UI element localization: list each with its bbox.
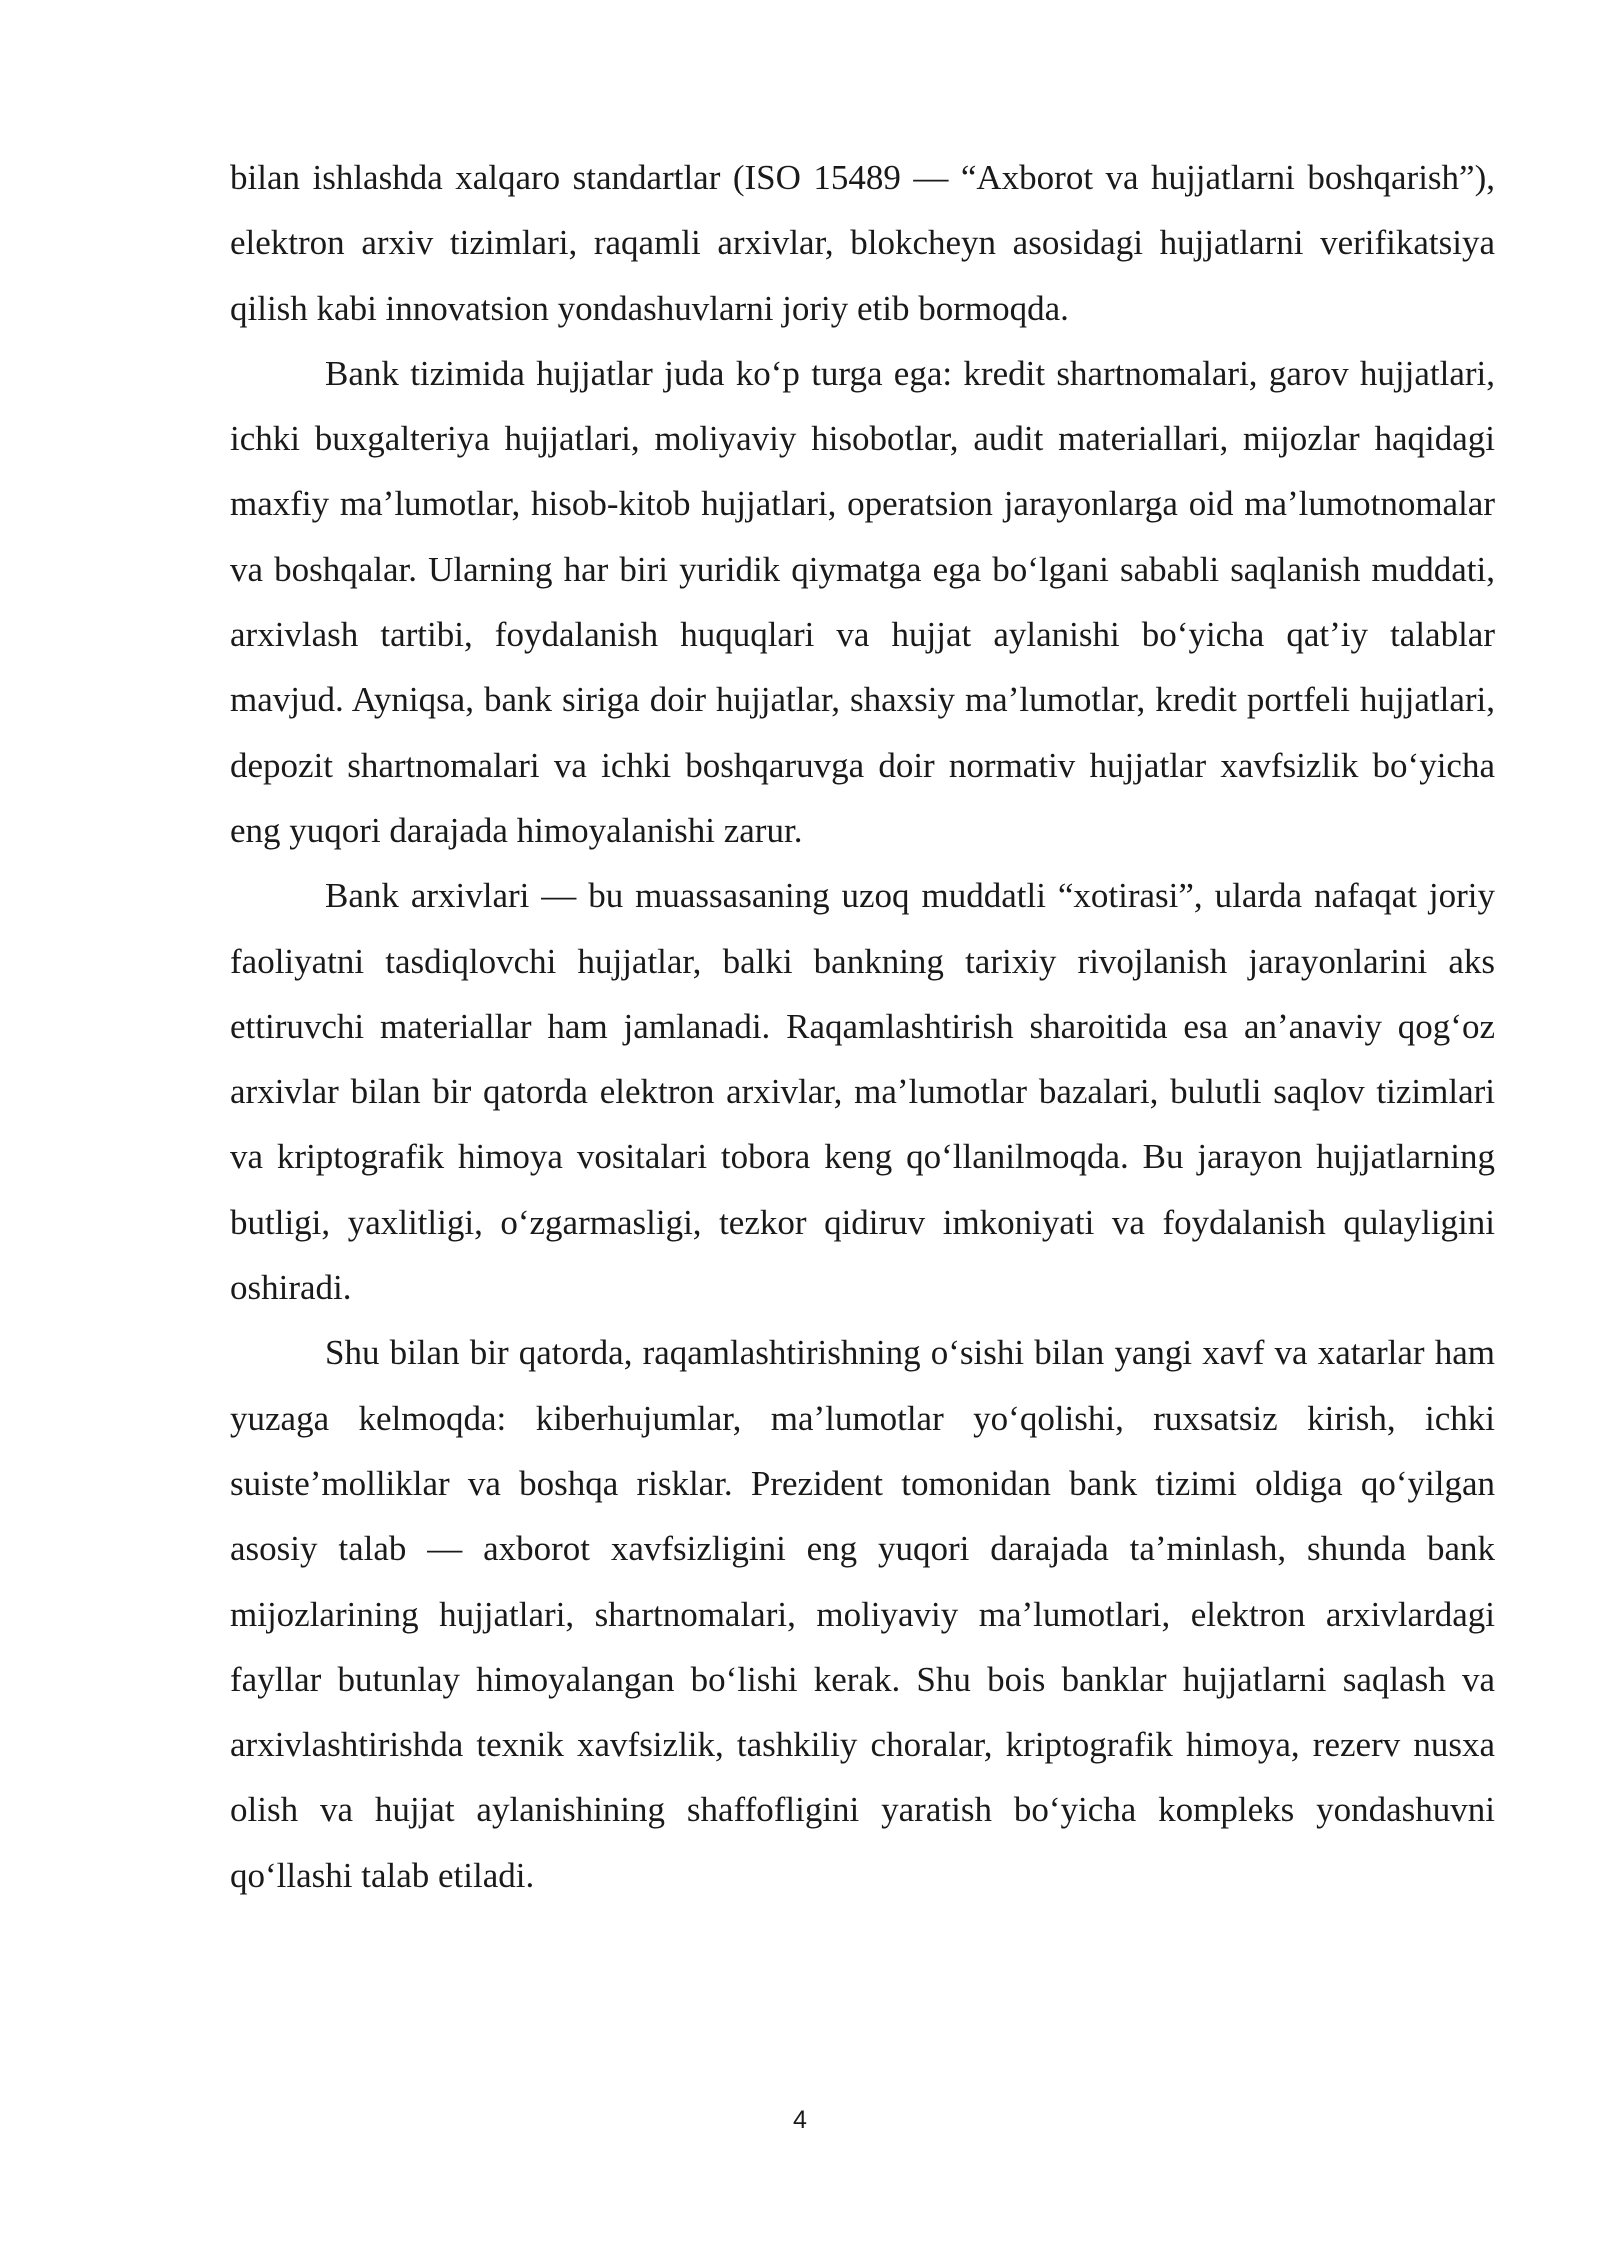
- paragraph-digitalization-risks: Shu bilan bir qatorda, raqamlashtirishning oʻsishi bilan yangi xavf va xatarlar ham yuzaga kelmoqda: kiberhujumlar, maʼlumotlar yoʻqolishi, ruxsatsiz kirish, ichki suisteʼmolliklar va boshqa risklar. Prezident tomonidan bank tizimi oldiga qoʻyilgan asosiy talab — axborot xavfsizligini eng yuqori darajada taʼminlash, shunda bank mijozlarining hujjatlari, shartnomalari, moliyaviy maʼlumotlari, elektron arxivlardagi fayllar butunlay himoyalangan boʻlishi kerak. Shu bois banklar hujjatlarni saqlash va arxivlashtirishda texnik xavfsizlik, tashkiliy choralar, kriptografik himoya, rezerv nusxa olish va hujjat aylanishining shaffofligini yaratish boʻyicha kompleks yondashuvni qoʻllashi talab etiladi.: [230, 1333, 1495, 1895]
- paragraph-bank-documents: Bank tizimida hujjatlar juda koʻp turga ega: kredit shartnomalari, garov hujjatlari, ichki buxgalteriya hujjatlari, moliyaviy hisobotlar, audit materiallari, mijozlar haqidagi maxfiy maʼlumotlar, hisob-kitob hujjatlari, operatsion jarayonlarga oid maʼlumotnomalar va boshqalar. Ularning har biri yuridik qiymatga ega boʻlgani sababli saqlanish muddati, arxivlash tartibi, foydalanish huquqlari va hujjat aylanishi boʻyicha qatʼiy talablar mavjud. Ayniqsa, bank siriga doir hujjatlar, shaxsiy maʼlumotlar, kredit portfeli hujjatlari, depozit shartnomalari va ichki boshqaruvga doir normativ hujjatlar xavfsizlik boʻyicha eng yuqori darajada himoyalanishi zarur.: [230, 353, 1495, 850]
- paragraph-bank-archives: Bank arxivlari — bu muassasaning uzoq muddatli “xotirasi”, ularda nafaqat joriy faoliyatni tasdiqlovchi hujjatlar, balki bankning tarixiy rivojlanish jarayonlarini aks ettiruvchi materiallar ham jamlanadi. Raqamlashtirish sharoitida esa anʼanaviy qogʻoz arxivlar bilan bir qatorda elektron arxivlar, maʼlumotlar bazalari, bulutli saqlov tizimlari va kriptografik himoya vositalari tobora keng qoʻllanilmoqda. Bu jarayon hujjatlarning butligi, yaxlitligi, oʻzgarmasligi, tezkor qidiruv imkoniyati va foydalanish qulayligini oshiradi.: [230, 876, 1495, 1308]
- page-number: 4: [793, 2106, 807, 2134]
- body-text: [230, 145, 1495, 1908]
- paragraph-continuation: bilan ishlashda xalqaro standartlar (ISO 15489 — “Axborot va hujjatlarni boshqarish”), elektron arxiv tizimlari, raqamli arxivlar, blokcheyn asosidagi hujjatlarni verifikatsiya qilish kabi innovatsion yondashuvlarni joriy etib bormoqda.: [230, 158, 1495, 328]
